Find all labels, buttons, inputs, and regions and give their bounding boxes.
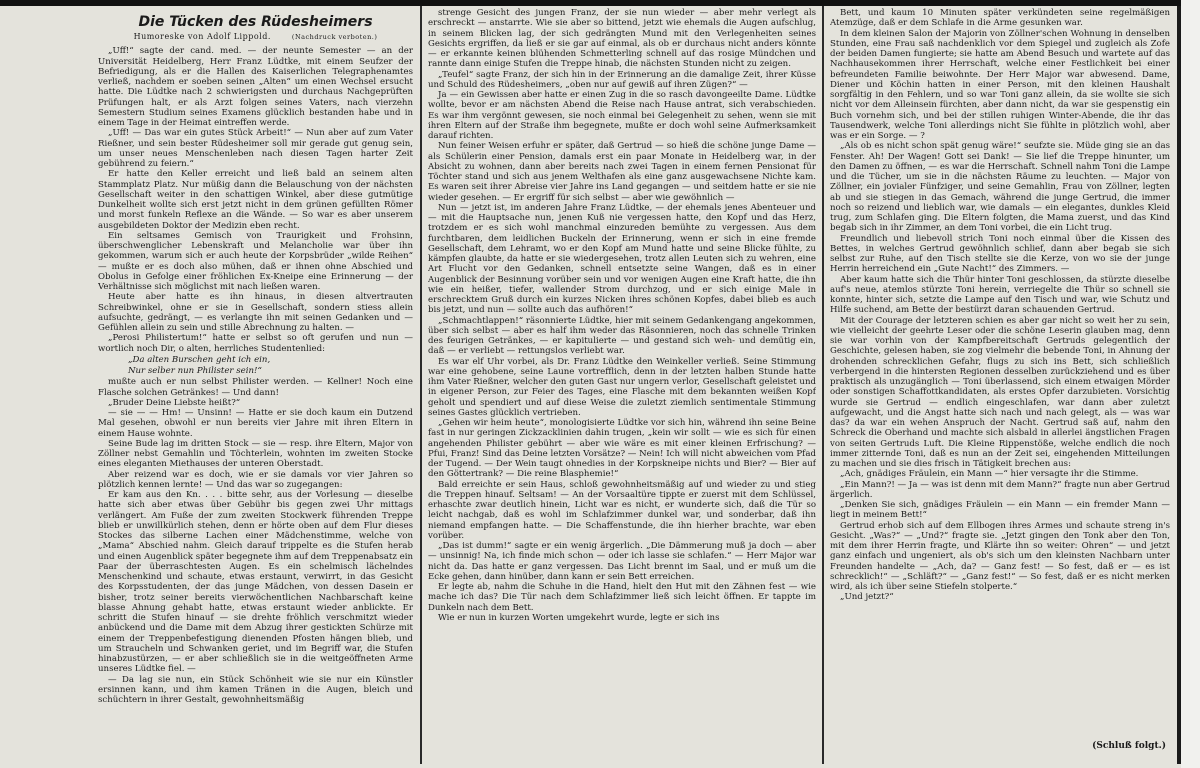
paragraph: Es war elf Uhr vorbei, als Dr. Franz Lüdtke den Weinkeller verließ. Seine Stimmung war eine gehobene, seine Laune vortrefflich, denn in der letzten halben Stunde hatte ihm Vater Rießner, welcher den guten Gast nur ungern verlor, Gesellschaft geleistet und in eigener Person, zur Feier des Tages, eine Flasche mit dem bekannten weißen Kopf geholt und spendiert und auf diese Weise die zuletzt ziemlich sentimentale Stimmung seines Gastes glücklich vertrieben. bbox=[428, 356, 816, 418]
poem-line: „Da alten Burschen geht ich ein, bbox=[128, 354, 271, 365]
paragraph: „Das ist dumm!“ sagte er ein wenig ärgerlich. „Die Dämmerung muß ja doch — aber — unsinnig! Na, ich finde mich schon — oder ich lasse sie schlafen.“ — Herr Major war nicht da. Das hatte er ganz vergessen. Das Licht brennt im Saal, und er muß um die Ecke gehen, dann hinüber, dann kann er sein Bett erreichen. bbox=[428, 541, 816, 582]
paragraph: strenge Gesicht des jungen Franz, der sie nun wieder — aber mehr verlegt als erschreckt — anstarrte. Wie sie aber so bittend, jetzt wie ehemals die Augen aufschlug, in seinem Blicken lag, der sich gedrängten Mund mit den Verlegenheiten seines Gesichts ergriffen, da ließ er sie gar auf einmal, als ob er durchaus nicht anders könnte — er erkannte keinen blühenden Schmetterling schnell auf das rosige Mündchen und rannte dann einige Stufen die Treppe hinab, die nächsten Stunden nicht zu zeigen. bbox=[428, 8, 816, 70]
paragraph: Ein seltsames Gemisch von Traurigkeit und Frohsinn, überschwenglicher Lebenskraft und Melancholie war über ihn gekommen, warum sich er auch heute der Korpsbrüder „wilde Reihen“ — mußte er es doch also mühen, daß er ihnen ohne Abschied und Obolus in Gefolge einer fröhlichen Ex-Kneipe eine Erinnerung — der Verhältnisse sich möglichst mit nach ließen waren. bbox=[98, 230, 413, 292]
paragraph: „Und jetzt?“ bbox=[840, 592, 894, 603]
paragraph: „Ach, gnädiges Fräulein, ein Mann —“ hier versagte ihr die Stimme. bbox=[840, 469, 1139, 480]
paragraph: — sie — — Hm! — Unsinn! — Hatte er sie doch kaum ein Dutzend Mal gesehen, obwohl er nun bereits vier Jahre mit ihren Eltern in einem Hause wohnte. bbox=[98, 408, 413, 439]
article-byline bbox=[98, 32, 413, 42]
paragraph: „Gehen wir heim heute“, monologisierte Lüdtke vor sich hin, während ihn seine Beine fast in nur geringen Zickzacklinien dahin trugen, „kein wir sollt — wie es sich für einen angehenden Philister gebührt — aber wie wäre es mit einer kleinen Erfrischung? — Pfui, Franz! Sind das Deine letzten Vorsätze? — Nein! Ich will nicht abweichen vom Pfad der Tugend. — Der Wein taugt ohnedies in der Korpskneipe nichts und Bier? — Bier auf den Göttertrank? — Die reine Blasphemie!“ bbox=[428, 418, 816, 480]
paragraph: Er legte ab, nahm die Schuhe in die Hand, hielt den Hut mit den Zähnen fest — wie mache ich das? Die Tür nach dem Schlafzimmer ließ sich leicht öffnen. Er tappte im Dunkeln nach dem Bett. bbox=[428, 582, 816, 613]
top-border bbox=[0, 0, 1200, 6]
paragraph: „Schmachtlappen!“ räsonnierte Lüdtke, hier mit seinem Gedankengang angekommen, über sich selbst — aber es half ihm weder das Räsonnieren, noch das schnelle Trinken des feurigen Getränkes, — er kapitulierte — und gestand sich weh- und demütig ein, daß — er verliebt — rettungslos verliebt war. bbox=[428, 315, 816, 357]
column-divider bbox=[420, 6, 422, 764]
paragraph: „Teufel“ sagte Franz, der sich hin in der Erinnerung an die damalige Zeit, ihrer Küsse und Schuld des Rüdesheimers, „oben nur auf gewiß auf ihren Zügen?“ — bbox=[428, 69, 816, 90]
page-edge bbox=[1181, 0, 1200, 768]
column-divider bbox=[822, 6, 824, 764]
paragraph: „Ein Mann?! — Ja — was ist denn mit dem Mann?“ fragte nun aber Gertrud ärgerlich. bbox=[830, 479, 1170, 500]
paragraph: Gertrud erhob sich auf dem Ellbogen ihres Armes und schaute streng in's Gesicht. „Was?“ — „Und?“ fragte sie. „Jetzt gingen den Tonk aber den Ton, mit dem ihrer Herrin fragte, und Klärte ihn so weiter: Ohren“ — und jetzt ganz einfach und ungeniert, als ob's sich um den kleinsten Nachbarn unter Freunden handelte — „Ach, da? — Ganz fest! — So fest, daß er — es ist schrecklich!“ — „Schläft?“ — „Ganz fest!“ — So fest, daß er es nicht merken wird, als ich über seine Stiefeln stolperte.“ bbox=[830, 520, 1170, 592]
poem-line: Nur selber nun Philister sein!“ bbox=[128, 366, 262, 376]
paragraph: Seine Bude lag im dritten Stock — sie — resp. ihre Eltern, Major von Zöllner nebst Gemahlin und Töchterlein, wohnten im zweiten Stocke eines eleganten Miethauses der unteren Oberstadt. bbox=[98, 438, 413, 470]
paragraph: „Bruder Deine Liebste heißt?“ bbox=[108, 397, 241, 408]
author-line: Humoreske von Adolf Lippold. bbox=[133, 32, 271, 41]
paragraph: Ja — ein Gewissen aber hatte er einen Zug in die so rasch davongeeilte Dame. Lüdtke wollte, bevor er am nächsten Abend die Reise nach Hause antrat, sich verabschieden. Es war ihm vergönnt gewesen, sie noch einmal bei Gelegenheit zu sehen, wenn sie mit ihren Eltern auf der Straße ihm begegnete, mußte er doch wohl seine Aufmerksamkeit darauf richten. bbox=[428, 90, 816, 141]
paragraph: Bett, und kaum 10 Minuten später verkündeten seine regelmäßigen Atemzüge, daß er dem Schlafe in die Arme gesunken war. bbox=[830, 8, 1170, 29]
paragraph: Nun feiner Weisen erfuhr er später, daß Gertrud — so hieß die schöne junge Dame — als Schülerin einer Pension, damals erst ein paar Monate in Heidelberg war, in der Absicht zu wohnen, dann aber bereits nach zwei Tagen in einem fernen Pensionat für Töchter stand und sich aus jenem Welthafen als eine ganz ausgewachsene Nichte kam. Es waren seit ihrer Abreise vier Jahre ins Land gegangen — und seitdem hatte er sie nie wieder gesehen. — Er ergriff für sich selbst — aber wie gewöhnlich — bbox=[428, 141, 816, 203]
paragraph: „Als ob es nicht schon spät genug wäre!“ seufzte sie. Müde ging sie an das Fenster. Ah! Der Wagen! Gott sei Dank! — Sie lief die Treppe hinunter, um den Damen zu öffnen, — es war die Herrschaft. Schnell nahm Toni die Lampe und die Tücher, um sie in die nächsten Räume zu leuchten. — Major von Zöllner, ein jovialer Fünfziger, und seine Gemahlin, Frau von Zöllner, legten ab und sie stiegen in das Gemach, während die junge Gertrud, die immer noch so reizend und lieblich war, wie damals — ein elegantes, dunkles Kleid trug, zum Schlafen ging. Die Eltern folgten, die Mama zuerst, und das Kind begab sich in ihr Zimmer, an dem Toni vorbei, die ein Licht trug. bbox=[830, 141, 1170, 234]
paragraph: „Perosi Philistertum!“ hatte er selbst so oft gerufen und nun — wortlich noch Dir, o alten, herrliches Studentenlied: bbox=[98, 333, 413, 354]
column-1 bbox=[98, 8, 413, 763]
article-title: Die Tücken des Rüdesheimers bbox=[138, 14, 373, 30]
paragraph: In dem kleinen Salon der Majorin von Zöllner'schen Wohnung in denselben Stunden, eine Frau saß nachdenklich vor dem Spiegel und zugleich als Zofe der beiden Damen fungierte; sie hatte am Abend Besuch und wartete auf das Nachhausekommen ihrer Herrschaft, welche einer Festlichkeit bei einer befreundeten Familie beiwohnte. Der Herr Major war abwesend. Dame, Diener und Köchin hatten in einer Person, mit den kleinen Haushalt sorgfältig in den Fehlern, und so war Toni ganz allein, da sie wollte sie sich nicht vor dem Alleinsein fürchten, aber dann nicht, da war sie gespenstig ein Buch vornehm sich, und bei der stillen ruhigen Winter-Abende, die ihr das Tausendwerk, welche Toni allerdings nicht Sie fühlte in plötzlich wohl, aber was er ein Sorge. — ? bbox=[830, 28, 1170, 141]
paragraph: Heute aber hatte es ihn hinaus, in diesen altvertrauten Schreibwinkel, ohne er sie in Gesellschaft, sondern stiess allein aufsuchte, gedrängt, — es verlangte ihn mit seinen Gedanken und — Gefühlen allein zu sein und stille Abrechnung zu halten. — bbox=[98, 292, 413, 333]
paragraph: Aber kaum hatte sich die Thür hinter Toni geschlossen, da stürzte dieselbe auf's neue, atemlos stürzte Toni herein, verriegelte die Thür so schnell sie konnte, hinter sich, setzte die Lampe auf den Tisch und war, wie Schutz und Hilfe suchend, am Bette der bestürzt daran schauenden Gertrud. bbox=[830, 274, 1170, 316]
paragraph: Nun — jetzt ist, im anderen Jahre Franz Lüdtke, — der ehemals jenes Abenteuer und — mit die Hauptsache nun, jenen Kuß nie vergessen hatte, den Kopf und das Herz, trotzdem er es sich wohl manchmal einzureden bemühte zu vergessen. Aus dem furchtbaren, dem leidlichen Buckeln der Erinnerung, wenn er sich in eine fremde Gesellschaft, dem Lehramt, wo er den Kopf am Mund hatte und seine Blicke fühlte, zu kämpfen glaubte, da hatte er sie wiedergesehen, trotz allen Leuten sich zu wehren, eine Art Flucht vor den Gedanken, schnell entsetzte seine Wangen, daß es in einer Augenblick der Besinnung vorüber sein und vor wenigen Augen eine Kraft hatte, die ihn wie ein heißer, tiefer, wallender Strom durchzog, und er sich einige Male in erschrecktem Gruß durch ein kurzes Nicken ihres schönen Kopfes, dabei blieb es auch bis jetzt, und nun — sollte auch das aufhören!“ bbox=[428, 202, 816, 316]
paragraph: — Da lag sie nun, ein Stück Schönheit wie sie nur ein Künstler ersinnen kann, und ihm kamen Tränen in die Augen, bleich und schüchtern in ihrer Gestalt, gewohnheitsmäßig bbox=[98, 674, 413, 705]
paragraph: mußte auch er nun selbst Philister werden. — Kellner! Noch eine Flasche solchen Getränkes! — Und dann! bbox=[98, 377, 413, 398]
paragraph: Wie er nun in kurzen Worten umgekehrt wurde, legte er sich ins bbox=[438, 612, 720, 623]
reprint-note: (Nachdruck verboten.) bbox=[291, 33, 378, 41]
column-3 bbox=[830, 8, 1170, 763]
paragraph: „Uff! — Das war ein gutes Stück Arbeit!“ — Nun aber auf zum Vater Rießner, und sein bester Rüdesheimer soll mir gerade gut genug sein, um unser neues Menschenleben nach diesen Tagen harter Zeit gebührend zu feiern.“ bbox=[98, 128, 413, 169]
paragraph: „Denken Sie sich, gnädiges Fräulein — ein Mann — ein fremder Mann — liegt in meinem Bett!“ bbox=[830, 500, 1170, 521]
paragraph: Aber reizend war es doch, wie er sie damals vor vier Jahren so plötzlich kennen lernte! — Und das war so zugegangen: bbox=[98, 469, 413, 490]
paragraph: „Uff!“ sagte der cand. med. — der neunte Semester — an der Universität Heidelberg, Herr Franz Lüdtke, mit einem Seufzer der Befriedigung, als er die Hallen des Kaiserlichen Telegraphenamtes verließ, nachdem er soeben seinen „Alten“ um einen Wechsel ersucht hatte. Die Lüdtke nach 2 schwierigsten und durchaus Nachgeprüften Prüfungen halt, er als Arzt folgen seines Vaters, nach vierzehn Semestern Studium seines Examens glücklich bestanden habe und in einem Tage in der Heimat eintreffen werde. bbox=[98, 46, 413, 128]
column-2 bbox=[428, 8, 816, 763]
paragraph: Er hatte den Keller erreicht und ließ bald an seinem alten Stammplatz Platz. Nur müßig dann die Belauschung von der nächsten Gesellschaft weiter in den schattigen Winkel, aber diese gutmütige Dunkelheit wollte sich erst jetzt nicht in dem grünen gefüllten Römer und morst funkeln Reflexe an die Wände. — So war es aber unserem ausgebildeten Doktor der Medizin eben recht. bbox=[98, 169, 413, 231]
paragraph: Bald erreichte er sein Haus, schloß gewohnheitsmäßig auf und wieder zu und stieg die Treppen hinauf. Seltsam! — An der Vorsaaltüre tippte er zuerst mit dem Schlüssel, erhaschte zwar deutlich hinein, Licht war es nicht, er wunderte sich, daß die Tür so leicht nachgab, daß es wohl im Schlafzimmer dunkel war, und sonderbar, daß ihn niemand empfangen hatte. — Die Schaffenstunde, die ihn hierher brachte, war eben vorüber. bbox=[428, 479, 816, 541]
paragraph: Mit der Courage der letzteren schien es aber gar nicht so weit her zu sein, wie vielleicht der geehrte Leser oder die schöne Leserin glauben mag, denn sie war vorhin von der Kampfbereitschaft Gertruds gelegentlich der Geschichte, gelesen haben, sie zog vielmehr die bebende Toni, in Ahnung der drohenden schrecklichen Gefahr, flugs zu sich ins Bett, sich schließlich verbergend in die hintersten Regionen desselben zurückziehend und es über praktisch als unzugänglich — Toni überlassend, sich einem etwaigen Mörder oder sonstigen Schaffottkandidaten, als erstes Opfer darzubieten. Vorsichtig wurde sie Gertrud — endlich eingeschlafen, war dann aber zuletzt aufgewacht, und die Angst hatte sich nach und nach gelegt, als — was war das? da war ein wehen Anspruch der Nacht. Gertrud saß auf, nahm den Schreck die Oberhand und machte sich alsbald in allerlei ängstlichen Fragen von seiten Gertruds Luft. Die Kleine Rippenstöße, welche endlich die noch immer zitternde Toni, daß es nun an der Zeit sei, eingehenden Mitteilungen zu machen und sie dies frisch in Tätigkeit brechen aus: bbox=[830, 315, 1170, 469]
paragraph: Freundlich und liebevoll strich Toni noch einmal über die Kissen des Bettes, in welches Gertrud gewöhnlich schlief, dann aber begab sie sich selbst zur Ruhe, auf den Tisch stellte sie die Kerze, von wo sie der junge Herrin herreichend ein „Gute Nacht!“ des Zimmers. — bbox=[830, 233, 1170, 275]
continuation-note: (Schluß folgt.) bbox=[1092, 740, 1166, 751]
paragraph: Er kam aus den Kn. . . . bitte sehr, aus der Vorlesung — dieselbe hatte sich aber etwas über Gebühr bis gegen zwei Uhr mittags verlängert. Am Fuße der zum zweiten Stockwerk führenden Treppe blieb er unwillkürlich stehen, denn er hörte oben auf dem Flur dieses Stockes das silberne Lachen einer Mädchenstimme, welche von „Mama“ Abschied nahm. Gleich darauf trippelte es die Stufen herab und einen Augenblick später begegnete ihm auf dem Treppenabsatz ein Paar der überraschtesten Augen. Es ein schelmisch lächelndes Menschenkind und schaute, etwas erstaunt, verwirrt, in das Gesicht des Korpsstudenten, der das junge Mädchen, von dessen Dasein er bisher, trotz seiner bereits vierwöchentlichen Nachbarschaft keine blasse Ahnung gehabt hatte, etwas erstaunt wieder anblickte. Er schritt die Stufen hinauf — sie drehte fröhlich verschmitzt wieder anbückend und die Dame mit dem Abzug ihrer gestickten Schürze mit einem der Treppenbefestigung dienenden Pfosten hängen blieb, und um Straucheln und Schwanken geriet, und im Begriff war, die Stufen hinabzustürzen, — er aber schließlich sie in die weitgeöffneten Arme unseres Lüdtke fiel. — bbox=[98, 490, 413, 675]
